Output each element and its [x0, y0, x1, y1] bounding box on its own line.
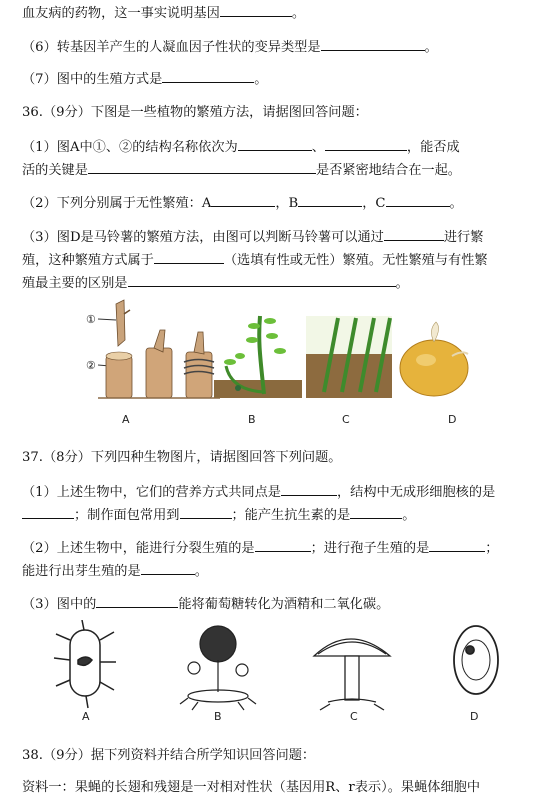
- text: 血友病的药物，这一事实说明基因: [22, 6, 220, 21]
- text: （2）下列分别属于无性繁殖：A: [22, 196, 212, 211]
- caption-d: D: [470, 710, 479, 723]
- answer-blank[interactable]: [386, 193, 450, 207]
- potato-illustration: [400, 322, 468, 396]
- text: ；能产生抗生素的是: [231, 508, 351, 523]
- answer-blank[interactable]: [238, 137, 312, 151]
- answer-blank[interactable]: [141, 561, 195, 575]
- text: ；进行孢子生殖的是: [310, 541, 430, 556]
- answer-blank[interactable]: [255, 538, 311, 552]
- answer-blank[interactable]: [128, 273, 396, 287]
- plant-propagation-figure: [80, 296, 480, 436]
- line-37-1: [22, 481, 495, 500]
- text: 。: [424, 40, 438, 55]
- text: （7）图中的生殖方式是: [22, 72, 163, 87]
- caption-c: C: [342, 413, 350, 426]
- yeast-drawing: [454, 626, 498, 694]
- text: ；: [485, 541, 499, 556]
- caption-c: C: [350, 710, 358, 723]
- answer-blank[interactable]: [162, 69, 254, 83]
- answer-blank[interactable]: [350, 505, 402, 519]
- text: 37.（8分）下列四种生物图片，请据图回答下列问题。: [22, 450, 342, 465]
- text: ；制作面包常用到: [74, 508, 180, 523]
- line-36-2: [22, 192, 463, 211]
- bacterium-drawing: [54, 620, 116, 708]
- line-36-1b: [22, 159, 461, 178]
- text: ，结构中无成形细胞核的是: [336, 485, 496, 500]
- text: 。: [194, 564, 208, 579]
- plant-propagation-svg: [80, 296, 480, 436]
- line-37-2: [22, 537, 498, 556]
- penicillium-drawing: [180, 626, 256, 710]
- grafting-illustration: [86, 300, 220, 398]
- question-37: [22, 446, 342, 465]
- text: 。: [449, 196, 463, 211]
- answer-blank[interactable]: [281, 482, 337, 496]
- text: 。: [395, 276, 409, 291]
- mushroom-drawing: [314, 639, 390, 710]
- question-38: [22, 744, 315, 763]
- text: 资料一：果蝇的长翅和残翅是一对相对性状（基因用R、r表示）。果蝇体细胞中: [22, 780, 481, 795]
- question-36: [22, 101, 368, 120]
- text: （6）转基因羊产生的人凝血因子性状的变异类型是: [22, 40, 321, 55]
- cutting-illustration: [306, 316, 392, 398]
- caption-a: A: [82, 710, 90, 723]
- text: 。: [291, 6, 305, 21]
- text: 。: [402, 508, 416, 523]
- text: 。: [254, 72, 268, 87]
- text: 进行繁: [443, 230, 484, 245]
- text: 殖，这种繁殖方式属于: [22, 253, 154, 268]
- line-37-1b: [22, 504, 415, 523]
- layering-illustration: [214, 316, 302, 398]
- text: ，能否成: [406, 140, 460, 155]
- label-two: ②: [86, 359, 96, 372]
- microorganism-figure: [48, 620, 518, 725]
- text: （3）图中的: [22, 597, 97, 612]
- text: （1）图A中①、②的结构名称依次为: [22, 140, 238, 155]
- caption-d: D: [448, 413, 457, 426]
- text: 是否紧密地结合在一起。: [315, 163, 461, 178]
- answer-blank[interactable]: [384, 227, 444, 241]
- text: （1）上述生物中，它们的营养方式共同点是: [22, 485, 281, 500]
- microorganism-svg: [48, 620, 518, 725]
- caption-a: A: [122, 413, 130, 426]
- answer-blank[interactable]: [298, 193, 362, 207]
- line-hemophilia: [22, 2, 305, 21]
- line-36-3b: [22, 249, 488, 268]
- label-one: ①: [86, 313, 96, 326]
- text: （3）图D是马铃薯的繁殖方法，由图可以判断马铃薯可以通过: [22, 230, 384, 245]
- text: 38.（9分）据下列资料并结合所学知识回答问题：: [22, 748, 316, 763]
- line-38-material: [22, 776, 480, 795]
- text: 36.（9分）下图是一些植物的繁殖方法，请据图回答问题：: [22, 105, 368, 120]
- line-37-3: [22, 593, 389, 612]
- line-q6: [22, 36, 438, 55]
- answer-blank[interactable]: [220, 3, 292, 17]
- text: 能进行出芽生殖的是: [22, 564, 141, 579]
- line-37-2b: [22, 560, 208, 579]
- line-36-1: [22, 136, 460, 155]
- text: 、: [311, 140, 325, 155]
- line-q7: [22, 68, 267, 87]
- answer-blank[interactable]: [88, 160, 316, 174]
- text: ，C: [362, 196, 386, 211]
- answer-blank[interactable]: [154, 250, 224, 264]
- text: （选填有性或无性）繁殖。无性繁殖与有性繁: [223, 253, 488, 268]
- text: 活的关键是: [22, 163, 88, 178]
- line-36-3: [22, 226, 483, 245]
- answer-blank[interactable]: [180, 505, 232, 519]
- text: 殖最主要的区别是: [22, 276, 128, 291]
- answer-blank[interactable]: [211, 193, 275, 207]
- answer-blank[interactable]: [96, 594, 178, 608]
- caption-b: B: [214, 710, 222, 723]
- line-36-3c: [22, 272, 409, 291]
- answer-blank[interactable]: [22, 505, 74, 519]
- text: 能将葡萄糖转化为酒精和二氧化碳。: [178, 597, 390, 612]
- answer-blank[interactable]: [429, 538, 485, 552]
- answer-blank[interactable]: [325, 137, 407, 151]
- answer-blank[interactable]: [321, 37, 425, 51]
- text: ，B: [275, 196, 299, 211]
- caption-b: B: [248, 413, 256, 426]
- text: （2）上述生物中，能进行分裂生殖的是: [22, 541, 255, 556]
